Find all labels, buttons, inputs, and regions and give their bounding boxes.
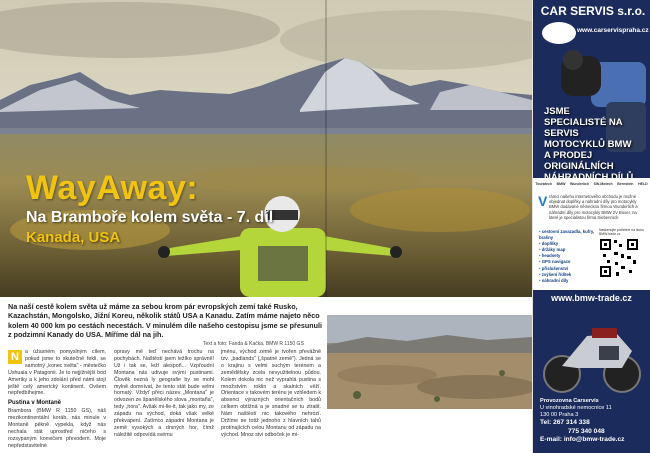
car-servis-logo-icon	[542, 22, 576, 44]
list-item: • GPS navigace	[539, 259, 597, 265]
phone-1[interactable]: Tel: 267 314 338	[540, 419, 590, 426]
list-item: • headsety	[539, 253, 597, 259]
column-3-text: jménu, východ země je tvořen převážně tzv. „badlands" („špatné země"). Jedná se o krajinu s velmi suchým terénem a zemědělsky zcela nevyužitelnou půdou. Kolem dokola nic než vyprahlá pustina s množstvím roklin a skalních věží. Orientace v takovém terénu je vzhledem k absenci výrazných orientačních bodů celkem obtížná a je snadné se tu ztratit. Nám naštěstí nic takového nehrozí. Držíme se totiž jednoho z hlavních tahů protínajících celou Montanu od západu na východ. Mnoz stvi odboček je mi-	[221, 349, 321, 438]
title-block	[26, 170, 273, 247]
ad-title: CAR SERVIS s.r.o.	[540, 4, 646, 18]
column-2-text: opravy mě teď nechává trochu na pochybách. Naštěstí jsem ležíko správně! Už i tak se, leží alespoň... Vzpřoudní Montana nás udivuje svými pustinami. Člověk nezná ly geografie by se mohl mylně domnívat, že tento stát bude velmi hornatý. Vždyť přeci název „Montana" je odvozen ze španělského slova „montaña", tedy „hora". Avšak mi-lle-it, tak jako my, ze západu na východ, doká však velké překvapení. Zatímco západní Montana je země vysokých a drsných hor, čímž náležitě odpovídá svému	[114, 349, 214, 438]
brand-logo: Wunderlich	[570, 182, 590, 186]
ad-bike-illustration	[537, 306, 647, 398]
brand-logo: Bernstein	[617, 182, 634, 186]
column-1-body: Brambora (BMW R 1150 GS), náš mezikontinentální koráb, nás minule v Montaně pěkně vypekla, když nás nechala stát uprostřed ničeho s rozsypaným konvičem převodem. Moje nepředstavitelné	[8, 408, 106, 449]
brand-logo: SW-Motech	[593, 182, 613, 186]
list-item: • příslušenství	[539, 266, 597, 272]
column-1-intro: a úžasném pomyslným cílem, pokud jsme to skutečně řekli, se samotný „konec světa" - městečko Ushuaia v Patagonii. Je to nejjižnější bod Ameriky a k jeho zdolání před námi stojí ještě celý americký kontinent. Ovšem nepředbíhejme.	[8, 349, 106, 397]
brand-strip	[533, 178, 650, 190]
address-title: Provozovna Carservis	[540, 398, 599, 404]
ad-website-link[interactable]: www.carservispraha.cz	[577, 27, 649, 34]
article-column-1	[8, 349, 106, 450]
bmw-trade-link[interactable]: www.bmw-trade.cz	[533, 290, 650, 306]
photo-credit: Text a foto: Fanda & Kačka, BMW R 1150 GS	[203, 341, 304, 347]
badlands-photo	[327, 315, 532, 409]
brand-logo: BMW	[556, 182, 566, 186]
badlands-landscape	[327, 315, 532, 409]
address-city: 130 00 Praha 3	[540, 412, 579, 419]
email-link[interactable]: E-mail: info@bmw-trade.cz	[540, 436, 625, 443]
product-list	[539, 229, 597, 284]
ad-info-text: rámci našeho internetového obchodu je možné objednat doplňky a náhradní díly pro motocykly BMW dodávané německou firmou Wunderlich a náhradní díly pro motocykly BMW 2V Boxer, na které je specialistou firma Siebenrock	[549, 194, 638, 220]
list-item: • náhradní díly	[539, 278, 597, 284]
list-item: • zvýšení řídítek	[539, 272, 597, 278]
list-item: • doplňky	[539, 241, 597, 247]
list-item: • cestovní zavazadla, kufry, brašny	[539, 229, 597, 241]
car-servis-ad	[533, 0, 650, 453]
ad-address	[540, 398, 648, 420]
article-location: Kanada, USA	[26, 229, 121, 246]
article-lead: Na naší cestě kolem světa už máme za sebou krom pár evropských zemí také Rusko, Kazachstán, Mongolsko, Jižní Koreu, několik států USA a Kanadu. Zatím máme najeto něco kolem 40 000 km po cestách necestách. V minulém díle našeho cestopisu jsme se přesunuli z podzimní Kanady do USA. Míříme dál na jih.	[8, 302, 322, 340]
article-title: WayAway:	[26, 169, 199, 207]
address-street: U vinohradské nemocnice 11	[540, 405, 612, 412]
brand-logo: HELD	[638, 182, 648, 186]
article-column-3	[221, 349, 321, 439]
qr-block	[599, 228, 645, 284]
article-column-2	[114, 349, 214, 439]
qr-code-icon[interactable]	[599, 238, 639, 278]
ad-slogan: JSME SPECIALISTÉ NA SERVIS MOTOCYKLŮ BMW A PRODEJ ORIGINÁLNÍCH	[544, 106, 632, 172]
section-heading: Pustina v Montaně	[8, 400, 62, 407]
qr-note: Naskenujte potřebné na ikonu BMW-trade.cz	[599, 228, 645, 236]
dropcap: N	[8, 350, 22, 364]
brand-logo: Touratech	[535, 182, 552, 186]
info-dropcap: V	[538, 193, 548, 209]
list-item: • držáky map	[539, 247, 597, 253]
ad-contacts	[540, 419, 648, 445]
phone-2[interactable]: 775 340 048	[568, 427, 605, 435]
article-subtitle: Na Bramboře kolem světa - 7. díl	[26, 209, 274, 226]
